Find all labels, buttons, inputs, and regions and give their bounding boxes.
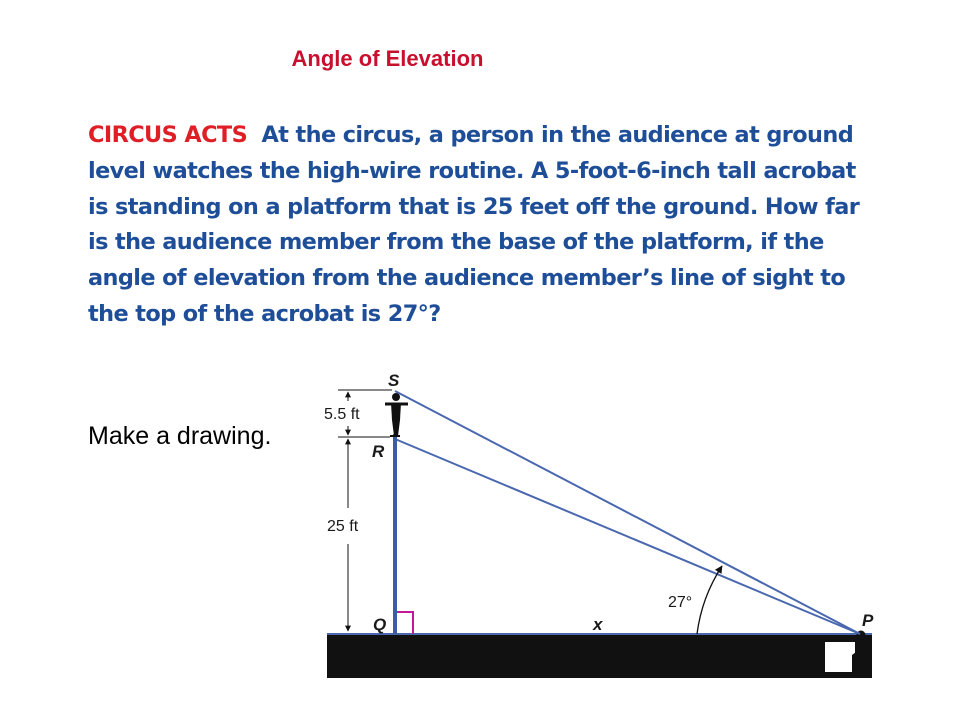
problem-lead: CIRCUS ACTS <box>88 122 248 148</box>
instruction-text: Make a drawing. <box>88 422 272 450</box>
label-P: P <box>862 611 874 630</box>
label-S: S <box>388 371 400 390</box>
sight-line-to-R <box>395 439 860 634</box>
label-x: x <box>593 615 603 634</box>
label-angle: 27° <box>668 594 693 611</box>
angle-arc <box>697 566 722 634</box>
label-Q: Q <box>373 615 387 634</box>
right-angle-mark <box>397 612 413 634</box>
label-acrobat-height: 5.5 ft <box>324 406 360 423</box>
acrobat-icon <box>385 393 408 436</box>
audience-seat-notch <box>825 642 855 672</box>
sight-line-to-S <box>395 391 860 634</box>
slide-title: Angle of Elevation <box>291 46 484 71</box>
label-R: R <box>372 442 385 461</box>
platform-pole <box>393 434 397 634</box>
problem-body: At the circus, a person in the audience at ground level watches the high-wire routine. A 5-foot-6-inch tall acrobat is standing on a platform that is 25 feet off the ground. How far is the audience member from the base of the platform, if the angle of elevation from the audience member’s line of sight to the top of the acrobat is 27°? <box>88 122 860 327</box>
ground-block <box>327 634 872 678</box>
label-platform-height: 25 ft <box>327 518 359 535</box>
